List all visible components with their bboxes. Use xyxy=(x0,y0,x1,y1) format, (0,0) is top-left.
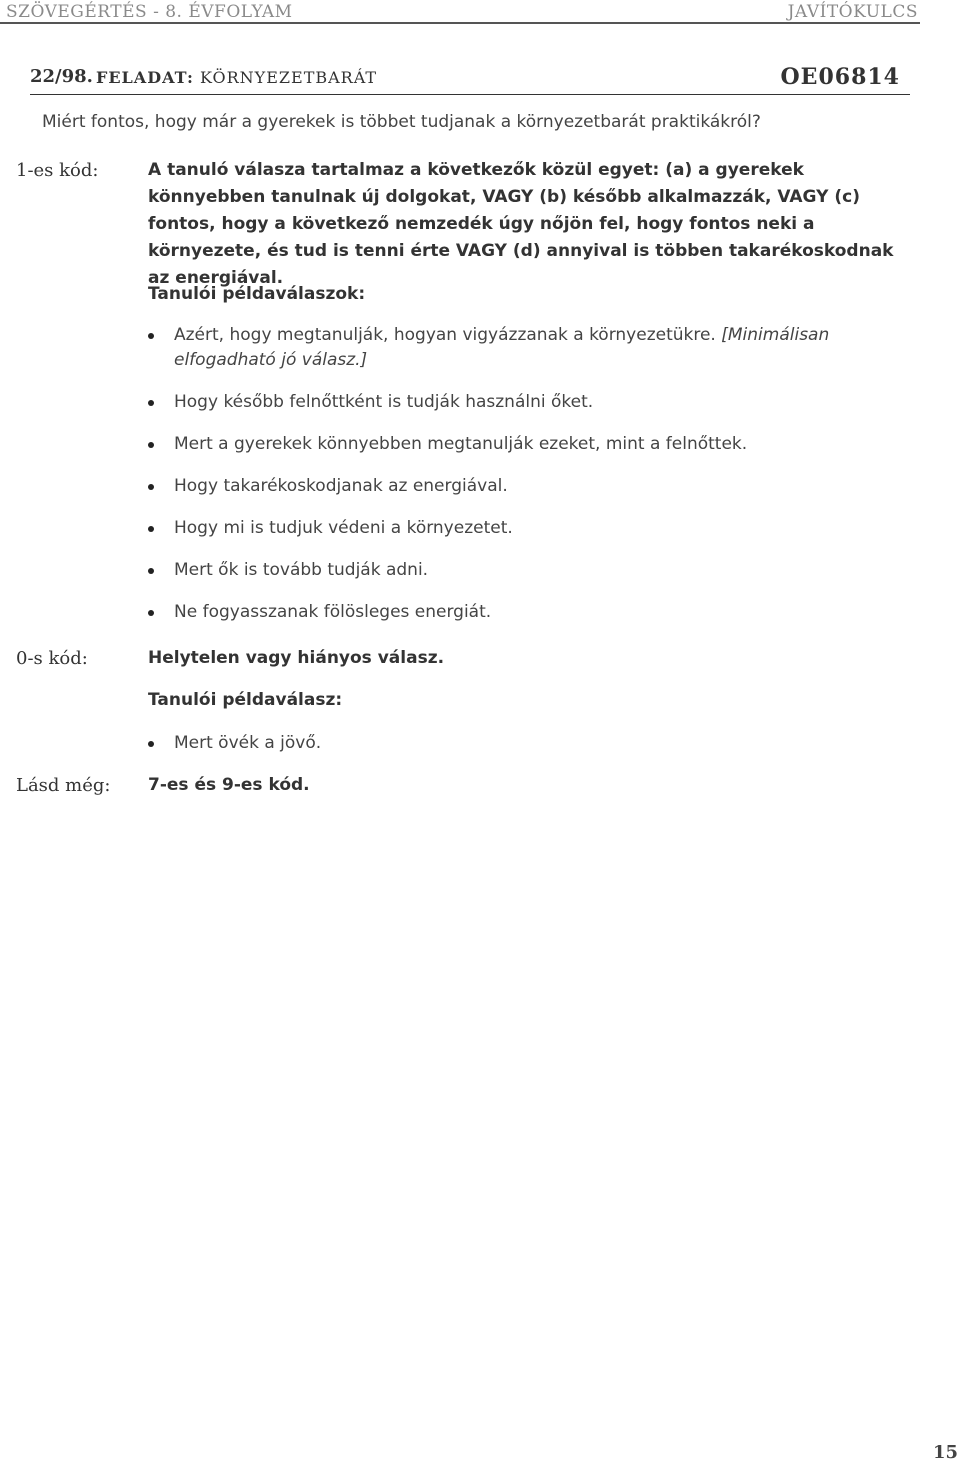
list-item xyxy=(148,474,918,499)
header-rule xyxy=(0,22,920,24)
bullet-icon xyxy=(148,400,154,406)
code1-example-list xyxy=(148,323,918,642)
example-text: Azért, hogy megtanulják, hogyan vigyázzanak a környezetükre. xyxy=(174,325,716,345)
task-heading xyxy=(30,66,910,95)
example-text: Mert övék a jövő. xyxy=(174,733,322,753)
task-title: KÖRNYEZETBARÁT xyxy=(199,68,378,87)
example-text: Hogy mi is tudjuk védeni a környezetet. xyxy=(174,518,513,538)
header-subject: SZÖVEGÉRTÉS - 8. ÉVFOLYAM xyxy=(6,2,293,22)
task-label: FELADAT: xyxy=(96,68,194,87)
code1-examples-heading: Tanulói példaválaszok: xyxy=(148,284,366,304)
list-item xyxy=(148,323,918,373)
example-note: [Minimálisan elfogadható jó válasz.] xyxy=(174,325,830,370)
task-label-group xyxy=(96,68,377,87)
task-number: 22/98. xyxy=(30,66,93,87)
header-answer-key: JAVÍTÓKULCS xyxy=(787,2,918,22)
example-text: Ne fogyasszanak fölösleges energiát. xyxy=(174,602,492,622)
code0-example-heading: Tanulói példaválasz: xyxy=(148,690,343,710)
list-item xyxy=(148,558,918,583)
bullet-icon xyxy=(148,610,154,616)
list-item xyxy=(148,731,918,756)
code0-criteria: Helytelen vagy hiányos válasz. xyxy=(148,648,445,668)
task-code: OE06814 xyxy=(780,64,900,90)
example-text: Mert a gyerekek könnyebben megtanulják ezeket, mint a felnőttek. xyxy=(174,434,748,454)
bullet-icon xyxy=(148,484,154,490)
example-text: Hogy takarékoskodjanak az energiával. xyxy=(174,476,508,496)
bullet-icon xyxy=(148,526,154,532)
list-item xyxy=(148,516,918,541)
see-also-label: Lásd még: xyxy=(16,775,111,796)
bullet-icon xyxy=(148,568,154,574)
code0-label: 0-s kód: xyxy=(16,648,88,669)
code1-criteria: A tanuló válasza tartalmaz a következők közül egyet: (a) a gyerekek könnyebben tanulnak új dolgokat, VAGY (b) később alkalmazzák, VAGY (c) fontos, hogy a következő nemzedék úgy nőjön fel, hogy fontos neki a környezete, és tud is tenni érte VAGY (d) annyival is többen takarékoskodnak az energiával. xyxy=(148,160,894,288)
example-text: Mert ők is tovább tudják adni. xyxy=(174,560,429,580)
example-text: Hogy később felnőttként is tudják használni őket. xyxy=(174,392,594,412)
list-item xyxy=(148,600,918,625)
bullet-icon xyxy=(148,741,154,747)
page-number: 15 xyxy=(932,1442,958,1463)
see-also-text: 7-es és 9-es kód. xyxy=(148,775,310,795)
list-item xyxy=(148,432,918,457)
bullet-icon xyxy=(148,442,154,448)
list-item xyxy=(148,390,918,415)
code0-example-list xyxy=(148,731,918,773)
question-text: Miért fontos, hogy már a gyerekek is többet tudjanak a környezetbarát praktikákról? xyxy=(42,112,761,132)
bullet-icon xyxy=(148,333,154,339)
code1-label: 1-es kód: xyxy=(16,160,99,181)
